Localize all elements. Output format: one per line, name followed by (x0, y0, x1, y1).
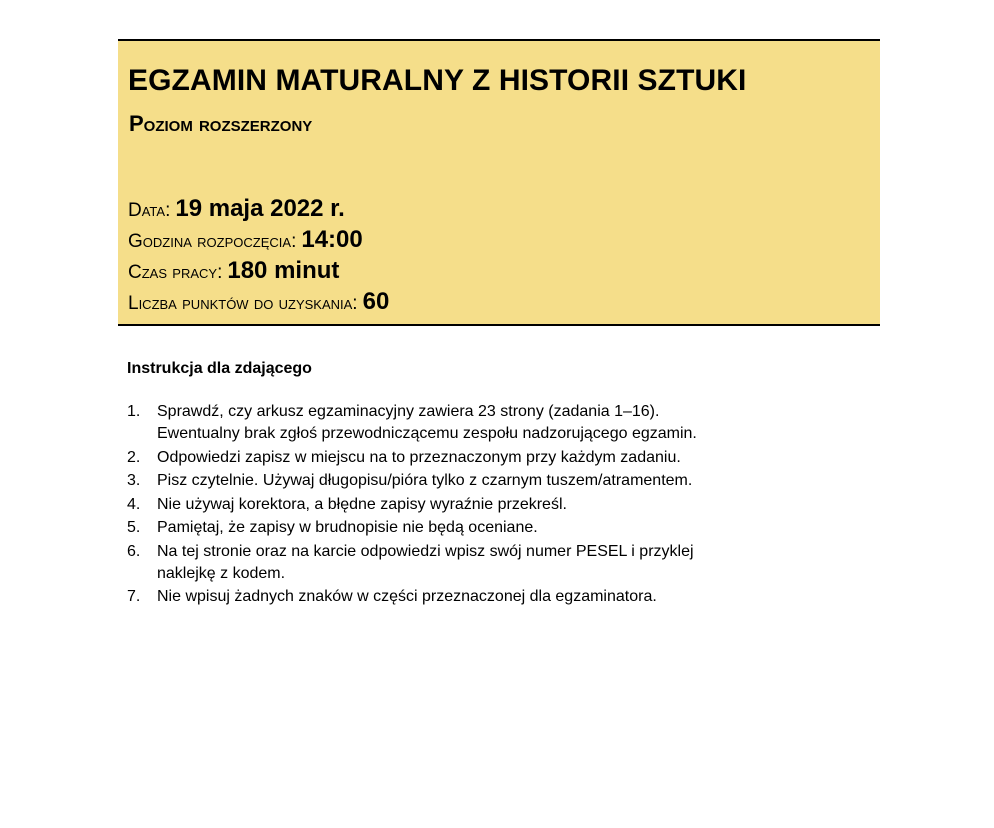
list-item-text: Pamiętaj, że zapisy w brudnopisie nie będą oceniane. (157, 519, 538, 536)
list-item-number: 1. (127, 403, 141, 420)
list-item-text: Na tej stronie oraz na karcie odpowiedzi wpisz swój numer PESEL i przyklej naklejkę z kodem. (157, 542, 694, 582)
exam-header-box (118, 39, 880, 326)
info-label: Godzina rozpoczęcia: (128, 231, 297, 252)
list-item-text: Odpowiedzi zapisz w miejscu na to przeznaczonym przy każdym zadaniu. (157, 448, 681, 466)
info-row-duration (128, 257, 389, 288)
exam-title: EGZAMIN MATURALNY Z HISTORII SZTUKI (128, 64, 747, 97)
info-row-points (128, 288, 389, 319)
list-item (127, 586, 827, 608)
list-item (127, 470, 827, 492)
info-value: 19 maja 2022 r. (175, 195, 345, 222)
list-item (127, 494, 827, 516)
list-item-text: Nie używaj korektora, a błędne zapisy wyraźnie przekreśl. (157, 495, 567, 513)
list-item-text: Pisz czytelnie. Używaj długopisu/pióra tylko z czarnym tuszem/atramentem. (157, 472, 693, 489)
exam-info (128, 195, 389, 319)
list-item-number: 6. (127, 542, 141, 560)
info-row-date (128, 195, 389, 226)
instructions-list (127, 401, 827, 608)
exam-level: Poziom rozszerzony (129, 111, 313, 136)
list-item-number: 2. (127, 448, 141, 466)
list-item-number: 7. (127, 588, 141, 605)
list-item (127, 541, 827, 585)
info-value: 14:00 (301, 226, 363, 253)
info-row-start-time (128, 226, 389, 257)
list-item-number: 4. (127, 495, 141, 513)
instructions-heading: Instrukcja dla zdającego (127, 360, 312, 377)
info-value: 60 (362, 288, 390, 315)
list-item (127, 447, 827, 469)
info-label: Czas pracy: (128, 262, 223, 283)
list-item-text: Nie wpisuj żadnych znaków w części przeznaczonej dla egzaminatora. (157, 588, 657, 605)
info-label: Liczba punktów do uzyskania: (128, 293, 358, 314)
list-item-text: Sprawdź, czy arkusz egzaminacyjny zawiera 23 strony (zadania 1–16). Ewentualny brak zgłoś przewodniczącemu zespołu nadzorującego egzamin. (157, 403, 697, 442)
info-label: Data: (128, 200, 171, 221)
list-item-number: 3. (127, 472, 141, 489)
info-value: 180 minut (227, 257, 340, 284)
list-item (127, 401, 827, 445)
list-item (127, 517, 827, 539)
list-item-number: 5. (127, 519, 141, 536)
instructions-section (127, 358, 827, 610)
